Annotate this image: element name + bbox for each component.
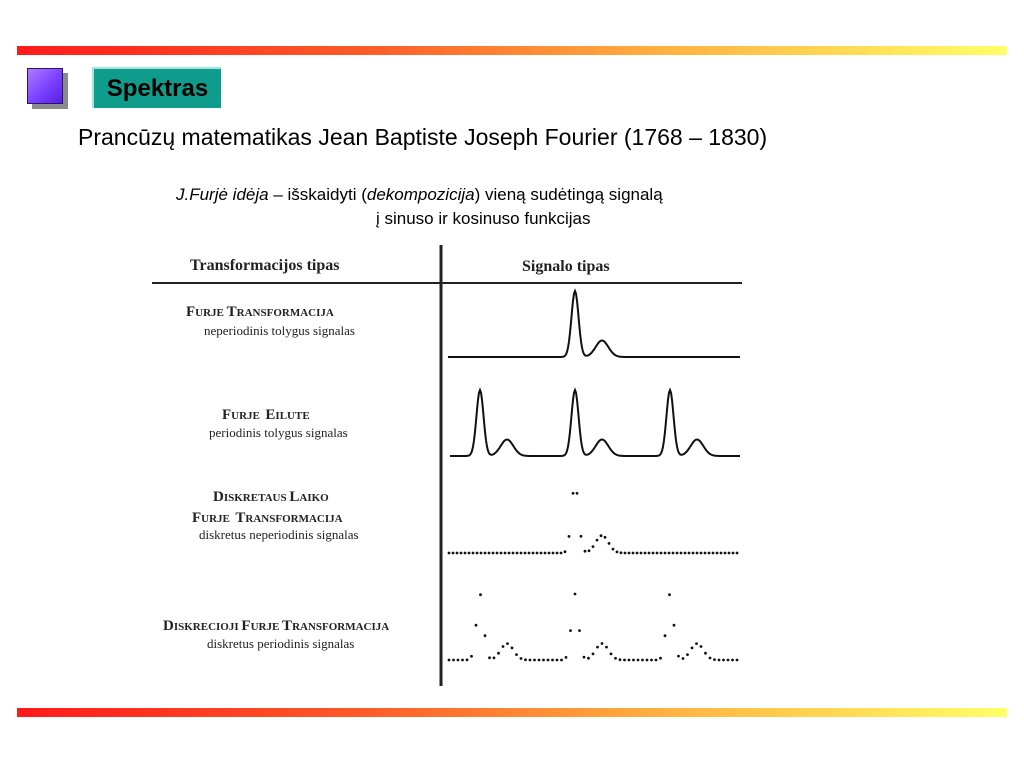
signal-sample-dot [464, 552, 467, 555]
signal-sample-dot [504, 552, 507, 555]
col-signal-header: Signalo tipas [522, 258, 610, 275]
signal-sample-dot [624, 552, 627, 555]
signal-sample-dot [596, 539, 599, 542]
signal-sample-dot [588, 549, 591, 552]
signal-sample-dot [686, 653, 689, 656]
signal-sample-dot [574, 593, 577, 596]
col-type-header: Transformacijos tipas [190, 257, 340, 274]
row-subtitle-4: diskretus periodinis signalas [207, 636, 355, 651]
signal-sample-dot [684, 552, 687, 555]
signal-sample-dot [532, 552, 535, 555]
signal-sample-dot [460, 552, 463, 555]
signal-sample-dot [616, 551, 619, 554]
idea-term: dekompozicija [366, 185, 475, 204]
signal-aperiodic-discrete [448, 492, 739, 554]
signal-sample-dot [727, 659, 730, 662]
signal-sample-dot [708, 552, 711, 555]
signal-sample-dot [655, 659, 658, 662]
signal-sample-dot [547, 659, 550, 662]
signal-sample-dot [552, 552, 555, 555]
row-subtitle-1: neperiodinis tolygus signalas [204, 323, 355, 338]
idea-label: J.Furjė idėja [176, 185, 269, 204]
signal-sample-dot [544, 552, 547, 555]
signal-sample-dot [533, 659, 536, 662]
signal-sample-dot [524, 658, 527, 661]
signal-sample-dot [493, 657, 496, 660]
row-name-2: FURJE EILUTE [222, 407, 310, 423]
signal-sample-dot [732, 552, 735, 555]
signal-sample-dot [515, 653, 518, 656]
signal-sample-dot [680, 552, 683, 555]
signal-sample-dot [480, 552, 483, 555]
signal-sample-dot [677, 655, 680, 658]
signal-sample-dot [520, 552, 523, 555]
signal-sample-dot [704, 652, 707, 655]
signal-sample-dot [466, 659, 469, 662]
signal-sample-dot [540, 552, 543, 555]
signal-sample-dot [538, 659, 541, 662]
row-name-1: FURJE TRANSFORMACIJA [186, 304, 334, 320]
signal-sample-dot [470, 655, 473, 658]
signal-sample-dot [452, 659, 455, 662]
signal-sample-dot [628, 659, 631, 662]
signal-sample-dot [524, 552, 527, 555]
bottom-gradient-bar [17, 708, 1007, 717]
signal-sample-dot [448, 659, 451, 662]
signal-sample-dot [614, 657, 617, 660]
row-subtitle-3: diskretus neperiodinis signalas [199, 527, 359, 542]
signal-sample-dot [619, 658, 622, 661]
signal-sample-dot [592, 653, 595, 656]
signal-sample-dot [529, 659, 532, 662]
signal-sample-dot [497, 652, 500, 655]
idea-dash: – išskaidyti ( [268, 185, 367, 204]
signal-sample-dot [556, 552, 559, 555]
signal-sample-dot [580, 535, 583, 538]
signal-sample-dot [568, 535, 571, 538]
signal-sample-dot [508, 552, 511, 555]
signal-sample-dot [479, 593, 482, 596]
signal-sample-dot [461, 659, 464, 662]
signal-sample-dot [512, 552, 515, 555]
signal-periodic-discrete [448, 593, 739, 662]
signal-sample-dot [637, 659, 640, 662]
signal-sample-dot [672, 552, 675, 555]
signal-sample-dot [448, 552, 451, 555]
signal-sample-dot [709, 657, 712, 660]
signal-sample-dot [587, 657, 590, 660]
signal-sample-dot [560, 552, 563, 555]
signal-sample-dot [648, 552, 651, 555]
signal-sample-dot [500, 552, 503, 555]
signal-sample-dot [492, 552, 495, 555]
signal-sample-dot [636, 552, 639, 555]
signal-sample-dot [612, 548, 615, 551]
signal-sample-dot [736, 659, 739, 662]
signal-sample-dot [457, 659, 460, 662]
signal-sample-dot [668, 593, 671, 596]
signal-sample-dot [484, 552, 487, 555]
signal-sample-dot [551, 659, 554, 662]
signal-sample-dot [676, 552, 679, 555]
row-name-3-line2: FURJE TRANSFORMACIJA [192, 510, 343, 526]
signal-sample-dot [623, 659, 626, 662]
signal-sample-dot [488, 656, 491, 659]
signal-sample-dot [720, 552, 723, 555]
idea-rest: ) vieną sudėtingą signalą [474, 185, 663, 204]
signal-sample-dot [700, 552, 703, 555]
signal-sample-dot [664, 552, 667, 555]
signal-sample-dot [659, 657, 662, 660]
signal-sample-dot [536, 552, 539, 555]
signal-sample-dot [488, 552, 491, 555]
signal-sample-dot [620, 551, 623, 554]
signal-periodic-continuous [450, 390, 740, 456]
signal-sample-dot [565, 656, 568, 659]
signal-sample-dot [506, 642, 509, 645]
signal-sample-dot [520, 657, 523, 660]
signal-sample-dot [704, 552, 707, 555]
signal-sample-dot [716, 552, 719, 555]
signal-sample-dot [673, 624, 676, 627]
signal-sample-dot [656, 552, 659, 555]
signal-sample-dot [608, 542, 611, 545]
signal-sample-dot [601, 642, 604, 645]
signal-sample-dot [728, 552, 731, 555]
signal-sample-dot [528, 552, 531, 555]
signal-sample-dot [596, 646, 599, 649]
signal-sample-dot [700, 645, 703, 648]
signal-sample-dot [646, 659, 649, 662]
signal-sample-dot [713, 658, 716, 661]
signal-sample-dot [569, 629, 572, 632]
signal-aperiodic-continuous [448, 291, 740, 357]
signal-sample-dot [660, 552, 663, 555]
signal-sample-dot [692, 552, 695, 555]
signal-sample-dot [641, 659, 644, 662]
signal-sample-dot [664, 634, 667, 637]
signal-sample-dot [691, 647, 694, 650]
idea-line2: į sinuso ir kosinuso funkcijas [376, 209, 591, 228]
signal-sample-dot [542, 659, 545, 662]
signal-sample-dot [592, 545, 595, 548]
slide-title: Spektras [106, 74, 209, 102]
signal-sample-dot [516, 552, 519, 555]
signal-sample-dot [476, 552, 479, 555]
signal-sample-dot [456, 552, 459, 555]
signal-sample-dot [652, 552, 655, 555]
signal-sample-dot [584, 550, 587, 553]
signal-sample-dot [578, 629, 581, 632]
signal-sample-dot [731, 659, 734, 662]
signal-sample-dot [650, 659, 653, 662]
signal-sample-dot [548, 552, 551, 555]
row-subtitle-2: periodinis tolygus signalas [209, 425, 348, 440]
signal-sample-dot [556, 659, 559, 662]
signal-sample-dot [695, 642, 698, 645]
signal-sample-dot [511, 647, 514, 650]
row-name-4: DISKRECIOJI FURJE TRANSFORMACIJA [163, 618, 390, 634]
signal-sample-dot [583, 656, 586, 659]
signal-sample-dot [628, 552, 631, 555]
signal-sample-dot [718, 659, 721, 662]
signal-sample-dot [472, 552, 475, 555]
signal-sample-dot [668, 552, 671, 555]
signal-sample-dot [722, 659, 725, 662]
signal-sample-dot [682, 657, 685, 660]
signal-sample-dot [632, 659, 635, 662]
signal-sample-dot [610, 653, 613, 656]
row-name-3-line1: DISKRETAUS LAIKO [213, 489, 329, 505]
signal-sample-dot [502, 645, 505, 648]
signal-sample-dot [560, 659, 563, 662]
signal-sample-dot [696, 552, 699, 555]
signal-sample-dot [724, 552, 727, 555]
signal-sample-dot [644, 552, 647, 555]
signal-sample-dot [572, 492, 575, 495]
signal-sample-dot [496, 552, 499, 555]
signal-sample-dot [468, 552, 471, 555]
signal-sample-dot [564, 550, 567, 553]
signal-sample-dot [452, 552, 455, 555]
signal-sample-dot [600, 534, 603, 537]
signal-sample-dot [712, 552, 715, 555]
signal-sample-dot [736, 552, 739, 555]
signal-sample-dot [576, 492, 579, 495]
signal-sample-dot [604, 536, 607, 539]
signal-sample-dot [640, 552, 643, 555]
signal-sample-dot [605, 646, 608, 649]
signal-sample-dot [632, 552, 635, 555]
signal-sample-dot [484, 634, 487, 637]
signal-sample-dot [688, 552, 691, 555]
signal-sample-dot [475, 624, 478, 627]
heading-text: Prancūzų matematikas Jean Baptiste Joseph Fourier (1768 – 1830) [78, 124, 768, 150]
